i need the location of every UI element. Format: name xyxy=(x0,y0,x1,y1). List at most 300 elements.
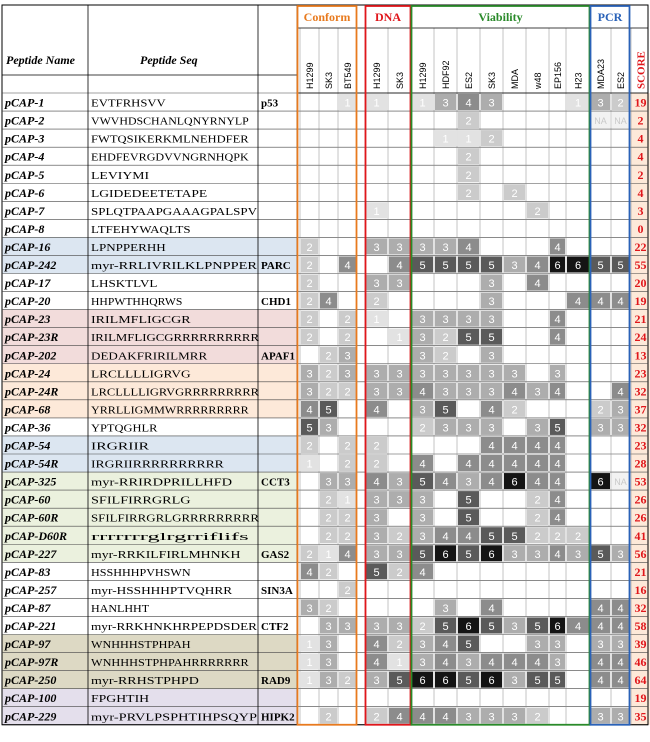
heatmap-cell-label: 2 xyxy=(419,422,426,435)
peptide-name: pCAP-1 xyxy=(5,95,45,110)
heatmap-cell-label: 3 xyxy=(442,241,449,254)
heatmap-cell-label: 3 xyxy=(419,512,426,525)
heatmap-cell-label: 5 xyxy=(442,621,449,633)
column-header-3: H1299 xyxy=(372,62,382,89)
heatmap-cell-label: 5 xyxy=(465,639,472,652)
heatmap-cell-label: 3 xyxy=(419,530,426,543)
peptide-name: pCAP-229 xyxy=(5,709,57,724)
heatmap-cell-label: 5 xyxy=(465,260,472,272)
heatmap-cell-label: 5 xyxy=(465,675,472,688)
heatmap-cell-label: 5 xyxy=(597,260,604,272)
heatmap-cell-label: 2 xyxy=(344,512,351,525)
peptide-target: RAD9 xyxy=(261,675,291,688)
heatmap-cell-label: 3 xyxy=(617,404,624,417)
heatmap-cell-label: 2 xyxy=(325,494,332,507)
heatmap-cell-label: 2 xyxy=(306,332,313,345)
column-header-10: w48 xyxy=(533,72,543,89)
heatmap-cell-label: 4 xyxy=(511,657,518,670)
heatmap-cell-label: 4 xyxy=(554,494,561,507)
column-header-12: H23 xyxy=(573,72,584,89)
heatmap-cell-label: 3 xyxy=(419,368,426,381)
heatmap-cell-label: 4 xyxy=(574,296,582,309)
heatmap-cell-label: 4 xyxy=(373,476,380,489)
peptide-name: pCAP-36 xyxy=(5,420,51,435)
peptide-name: pCAP-17 xyxy=(5,276,51,291)
heatmap-cell-label: 4 xyxy=(617,386,624,399)
heatmap-cell-label: 1 xyxy=(396,332,403,345)
heatmap-cell-label: 3 xyxy=(617,548,624,561)
heatmap-cell-label: 6 xyxy=(597,476,604,489)
heatmap-cell-label: 4 xyxy=(511,386,518,399)
heatmap-cell-label: 2 xyxy=(554,530,561,543)
group-label-conform: Conform xyxy=(303,10,351,24)
score-value: 21 xyxy=(634,312,647,327)
heatmap-cell-label: 2 xyxy=(442,350,449,363)
peptide-seq: LRCLLLLIGRVGRRRRRRRRR xyxy=(91,386,260,399)
score-value: 32 xyxy=(634,384,647,399)
heatmap-cell-label: 4 xyxy=(373,404,380,417)
heatmap-cell-label: 3 xyxy=(396,241,403,254)
peptide-target: CCT3 xyxy=(261,476,290,489)
column-header-5: H1299 xyxy=(418,62,428,89)
heatmap-cell-label: 4 xyxy=(597,621,604,633)
heatmap-cell-label: 3 xyxy=(396,278,403,291)
heatmap-cell-label: 3 xyxy=(554,368,561,381)
heatmap-cell-label: 3 xyxy=(597,97,604,110)
heatmap-cell-label: 2 xyxy=(325,512,332,525)
column-header-11: EP156 xyxy=(553,61,563,89)
heatmap-cell-label: 2 xyxy=(465,169,472,182)
heatmap-cell-label: 4 xyxy=(488,476,495,489)
heatmap-cell-label: 3 xyxy=(574,548,582,561)
heatmap-cell-label: 3 xyxy=(617,639,624,652)
peptide-seq: SFILFIRRGRLGRRRRRRRRR xyxy=(91,512,260,525)
peptide-seq: SFILFIRRGRLG xyxy=(91,494,191,507)
heatmap-cell-label: 4 xyxy=(306,404,313,417)
peptide-name: pCAP-20 xyxy=(5,294,51,309)
peptide-seq: FWTQSIKERKMLNEHDFER xyxy=(91,133,250,146)
heatmap-cell-label: 4 xyxy=(442,476,449,489)
peptide-name: pCAP-325 xyxy=(5,474,57,489)
score-value: 24 xyxy=(634,330,647,345)
heatmap-cell-label: 2 xyxy=(325,368,332,381)
heatmap-cell-label: 5 xyxy=(534,621,541,633)
heatmap-cell-label: 3 xyxy=(325,621,332,633)
peptide-seq: IRILMFLIGCGRRRRRRRRRR xyxy=(91,332,260,345)
heatmap-cell-label: 4 xyxy=(534,657,541,670)
heatmap-cell-label: 2 xyxy=(534,530,541,543)
heatmap-cell-label: 2 xyxy=(306,278,313,291)
heatmap-cell-label: 3 xyxy=(373,621,380,633)
score-value: 58 xyxy=(634,619,647,633)
heatmap-cell-label: 2 xyxy=(617,97,624,110)
column-header-2: BT549 xyxy=(343,62,353,89)
score-value: 13 xyxy=(634,348,647,363)
peptide-name: pCAP-221 xyxy=(5,619,57,633)
heatmap-cell-label: 2 xyxy=(325,602,332,615)
heatmap-cell-label: 3 xyxy=(373,368,380,381)
column-header-1: SK3 xyxy=(324,71,334,89)
heatmap-cell-label: 4 xyxy=(488,657,495,670)
heatmap-cell-label: 3 xyxy=(396,476,403,489)
heatmap-cell-label: 1 xyxy=(344,494,351,507)
heatmap-cell-label: 3 xyxy=(465,386,472,399)
peptide-seq: rrrrrrrglrgrriflifs xyxy=(91,530,249,543)
score-value: 56 xyxy=(634,546,647,561)
heatmap-cell-label: 5 xyxy=(554,422,561,435)
heatmap-cell-label: 4 xyxy=(597,675,604,688)
heatmap-cell-label: 5 xyxy=(419,548,426,561)
heatmap-cell-label: 3 xyxy=(534,548,541,561)
heatmap-cell-label: 1 xyxy=(442,133,449,146)
heatmap-cell-label: 3 xyxy=(597,711,604,724)
heatmap-cell-label: 4 xyxy=(465,97,472,110)
heatmap-cell-label: 2 xyxy=(534,205,541,218)
heatmap-cell-label: 4 xyxy=(554,458,561,471)
heatmap-cell-label: 1 xyxy=(373,314,380,327)
heatmap-cell-label: 4 xyxy=(465,530,472,543)
heatmap-cell-label: 6 xyxy=(419,675,426,688)
peptide-target: PARC xyxy=(261,260,291,272)
heatmap-cell-label: 1 xyxy=(396,657,403,670)
heatmap-cell-label: 6 xyxy=(554,260,561,272)
heatmap-cell-label: 3 xyxy=(373,530,380,543)
heatmap-cell-label: NA xyxy=(614,477,627,488)
heatmap-cell-label: 3 xyxy=(511,260,518,272)
heatmap-cell-label: 2 xyxy=(534,711,541,724)
score-value: 4 xyxy=(637,185,644,200)
peptide-seq: HANLHHT xyxy=(91,602,150,615)
score-value: 23 xyxy=(634,366,647,381)
heatmap-cell-label: 2 xyxy=(325,386,332,399)
heatmap-cell-label: 3 xyxy=(554,639,561,652)
heatmap-cell-label: 3 xyxy=(325,476,332,489)
heatmap-cell-label: 2 xyxy=(306,314,313,327)
column-header-7: ES2 xyxy=(464,71,474,89)
heatmap-cell-label: 3 xyxy=(511,368,518,381)
peptide-target: HIPK2 xyxy=(261,711,295,724)
heatmap-cell-label: 5 xyxy=(534,675,541,688)
heatmap-cell-label: 6 xyxy=(488,548,495,561)
heatmap-cell-label: 1 xyxy=(465,133,472,146)
heatmap-cell-label: 4 xyxy=(419,386,426,399)
peptide-seq: EHDFEVRGDVVNGRNHQPK xyxy=(91,151,249,164)
peptide-seq: IRGRIIRRRRRRRRRR xyxy=(91,458,225,471)
heatmap-cell-label: 4 xyxy=(554,440,561,453)
heatmap-cell-label: 3 xyxy=(617,422,624,435)
heatmap-cell-label: 3 xyxy=(325,422,332,435)
heatmap-cell-label: 3 xyxy=(554,657,561,670)
heatmap-cell-label: 4 xyxy=(617,602,624,615)
heatmap-cell-label: 6 xyxy=(554,621,561,633)
heatmap-cell-label: 3 xyxy=(419,314,426,327)
peptide-name: pCAP-4 xyxy=(5,149,45,164)
heatmap-cell-label: 4 xyxy=(511,458,518,471)
heatmap-cell-label: 4 xyxy=(511,440,518,453)
score-value: 26 xyxy=(634,492,647,507)
peptide-seq: DEDAKFRIRILMRR xyxy=(91,350,208,363)
heatmap-cell-label: 4 xyxy=(396,711,403,724)
heatmap-cell-label: 2 xyxy=(396,530,403,543)
heatmap-cell-label: 2 xyxy=(344,458,351,471)
heatmap-cell-label: 3 xyxy=(344,368,351,381)
heatmap-cell-label: 2 xyxy=(511,187,518,200)
heatmap-cell-label: 4 xyxy=(373,657,380,670)
peptide-name: pCAP-60R xyxy=(5,510,59,525)
score-value: 21 xyxy=(634,564,647,579)
peptide-name: pCAP-257 xyxy=(5,582,57,597)
heatmap-cell-label: 6 xyxy=(465,621,472,633)
heatmap-cell-label: 2 xyxy=(325,566,332,579)
heatmap-cell-label: 3 xyxy=(442,602,449,615)
score-value: 37 xyxy=(634,402,647,417)
score-value: 55 xyxy=(634,258,647,272)
peptide-name: pCAP-23 xyxy=(5,312,51,327)
heatmap-cell-label: 5 xyxy=(597,548,604,561)
peptide-name: pCAP-227 xyxy=(5,546,57,561)
heatmap-cell-label: 1 xyxy=(574,97,582,110)
peptide-name: pCAP-6 xyxy=(5,185,45,200)
heatmap-cell-label: 3 xyxy=(442,314,449,327)
peptide-target: CTF2 xyxy=(261,621,289,633)
score-value: 53 xyxy=(634,474,647,489)
heatmap-cell-label: 2 xyxy=(597,404,604,417)
heatmap-cell-label: 3 xyxy=(442,97,449,110)
heatmap-cell-label: 3 xyxy=(488,97,495,110)
score-value: 19 xyxy=(634,691,647,706)
peptide-seq: HSSHHHPVHSWN xyxy=(91,566,191,579)
heatmap-cell-label: 3 xyxy=(344,350,351,363)
score-value: 22 xyxy=(634,239,647,254)
peptide-target: GAS2 xyxy=(261,548,290,561)
heatmap-cell-label: 3 xyxy=(465,657,472,670)
heatmap-cell-label: 3 xyxy=(534,386,541,399)
heatmap-cell-label: 2 xyxy=(534,512,541,525)
score-value: 4 xyxy=(637,131,644,146)
heatmap-cell-label: 3 xyxy=(325,675,332,688)
heatmap-cell-label: 3 xyxy=(373,548,380,561)
heatmap-cell-label: 3 xyxy=(419,494,426,507)
heatmap-cell-label: 3 xyxy=(534,639,541,652)
heatmap-cell-label: 4 xyxy=(597,657,604,670)
peptide-seq: LHSKTLVL xyxy=(91,278,158,291)
heatmap-cell-label: 3 xyxy=(306,368,313,381)
heatmap-cell-label: 4 xyxy=(325,296,332,309)
heatmap-cell-label: 3 xyxy=(465,711,472,724)
heatmap-cell-label: 4 xyxy=(488,440,495,453)
heatmap-cell-label: 1 xyxy=(325,548,332,561)
score-value: 19 xyxy=(634,95,647,110)
heatmap-cell-label: 2 xyxy=(344,584,351,597)
score-value: 39 xyxy=(634,637,647,652)
heatmap-cell-label: 4 xyxy=(419,566,426,579)
heatmap-cell-label: 1 xyxy=(306,657,313,670)
heatmap-cell-label: 2 xyxy=(373,440,380,453)
heatmap-cell-label: 4 xyxy=(554,241,561,254)
heatmap-cell-label: 4 xyxy=(442,711,449,724)
score-value: 35 xyxy=(634,709,647,724)
heatmap-cell-label: 2 xyxy=(373,458,380,471)
peptide-name: pCAP-2 xyxy=(5,113,45,128)
heatmap-cell-label: 3 xyxy=(419,241,426,254)
heatmap-cell-label: 2 xyxy=(373,296,380,309)
heatmap-cell-label: 4 xyxy=(617,657,624,670)
heatmap-cell-label: 3 xyxy=(488,422,495,435)
column-header-13: MDA23 xyxy=(596,58,606,89)
heatmap-cell-label: 6 xyxy=(574,260,582,272)
heatmap-cell-label: 2 xyxy=(344,386,351,399)
heatmap-cell-label: 2 xyxy=(344,332,351,345)
heatmap-cell-label: 3 xyxy=(488,296,495,309)
heatmap-cell-label: 2 xyxy=(306,241,313,254)
peptide-seq: VWVHDSCHANLQNYRNYLP xyxy=(91,115,249,128)
score-value: 32 xyxy=(634,600,647,615)
heatmap-cell-label: 2 xyxy=(325,350,332,363)
score-value: 4 xyxy=(637,149,644,164)
heatmap-cell-label: 4 xyxy=(442,530,449,543)
heatmap-cell-label: 2 xyxy=(325,711,332,724)
peptide-name: pCAP-87 xyxy=(5,600,51,615)
score-value: 46 xyxy=(634,655,647,670)
peptide-seq: myr-PRVLPSPHTIHPSQYP xyxy=(91,711,257,724)
heatmap-cell-label: 3 xyxy=(396,548,403,561)
group-label-pcr: PCR xyxy=(597,10,623,24)
heatmap-cell-label: 2 xyxy=(306,296,313,309)
heatmap-cell-label: 3 xyxy=(511,711,518,724)
score-value: 28 xyxy=(634,456,647,471)
heatmap-cell-label: 4 xyxy=(574,621,582,633)
peptide-name: pCAP-250 xyxy=(5,673,57,688)
heatmap-cell-label: 5 xyxy=(442,404,449,417)
group-label-dna: DNA xyxy=(375,10,401,24)
heatmap-cell-label: 2 xyxy=(465,115,472,128)
heatmap-cell-label: 3 xyxy=(442,386,449,399)
heatmap-cell-label: 5 xyxy=(465,548,472,561)
heatmap-cell-label: 2 xyxy=(488,133,495,146)
peptide-name: pCAP-202 xyxy=(5,348,57,363)
heatmap-cell-label: 3 xyxy=(617,711,624,724)
heatmap-cell-label: 3 xyxy=(465,314,472,327)
heatmap-cell-label: 4 xyxy=(534,476,541,489)
heatmap-cell-label: 5 xyxy=(465,494,472,507)
heatmap-cell-label: 3 xyxy=(419,404,426,417)
heatmap-cell-label: 3 xyxy=(442,422,449,435)
peptide-seq: LEVIYMI xyxy=(91,169,150,182)
peptide-target: CHD1 xyxy=(261,296,291,309)
peptide-name: pCAP-8 xyxy=(5,221,45,236)
peptide-seq: WNHHHSTPHPAHRRRRRRR xyxy=(91,657,250,670)
heatmap-cell-label: 1 xyxy=(306,458,313,471)
heatmap-cell-label: 3 xyxy=(442,368,449,381)
peptide-name: pCAP-23R xyxy=(5,330,59,345)
heatmap-cell-label: 4 xyxy=(419,458,426,471)
heatmap-cell-label: 5 xyxy=(617,260,624,272)
heatmap-cell-label: 3 xyxy=(465,422,472,435)
heatmap-cell-label: 5 xyxy=(325,404,332,417)
peptide-name: pCAP-D60R xyxy=(5,528,68,543)
heatmap-cell-label: 5 xyxy=(373,566,380,579)
heatmap-cell-label: 4 xyxy=(554,386,561,399)
peptide-name: pCAP-24R xyxy=(5,384,59,399)
peptide-seq: LRCLLLLIGRVG xyxy=(91,368,191,381)
heatmap-cell-label: 3 xyxy=(511,675,518,688)
heatmap-cell-label: 5 xyxy=(488,260,495,272)
heatmap-cell-label: 6 xyxy=(442,548,449,561)
heatmap-cell-label: 3 xyxy=(373,675,380,688)
heatmap-cell-label: 3 xyxy=(373,278,380,291)
heatmap-cell-label: 1 xyxy=(344,97,351,110)
heatmap-cell-label: 3 xyxy=(488,711,495,724)
peptide-name-header: Peptide Name xyxy=(6,53,75,67)
heatmap-cell-label: 3 xyxy=(325,639,332,652)
heatmap-cell-label: 4 xyxy=(617,296,624,309)
heatmap-cell-label: 4 xyxy=(534,458,541,471)
row-background xyxy=(2,165,297,183)
peptide-name: pCAP-83 xyxy=(5,564,51,579)
heatmap-cell-label: 1 xyxy=(419,97,426,110)
heatmap-cell-label: 3 xyxy=(344,621,351,633)
heatmap-cell-label: 4 xyxy=(554,548,561,561)
peptide-name: pCAP-60 xyxy=(5,492,51,507)
heatmap-cell-label: 4 xyxy=(488,404,495,417)
heatmap-cell-label: 5 xyxy=(419,260,426,272)
heatmap-cell-label: 6 xyxy=(442,675,449,688)
column-header-14: ES2 xyxy=(616,71,626,89)
heatmap-cell-label: 4 xyxy=(597,296,604,309)
heatmap-cell-label: 5 xyxy=(554,675,561,688)
heatmap-cell-label: 2 xyxy=(534,494,541,507)
heatmap-cell-label: 4 xyxy=(554,512,561,525)
heatmap-cell-label: 4 xyxy=(617,621,624,633)
heatmap-cell-label: 4 xyxy=(344,548,351,561)
heatmap-cell-label: 2 xyxy=(344,675,351,688)
column-header-4: SK3 xyxy=(395,71,405,89)
heatmap-cell-label: 3 xyxy=(396,621,403,633)
peptide-name: pCAP-242 xyxy=(5,258,57,272)
heatmap-cell-label: 3 xyxy=(396,494,403,507)
heatmap-cell-label: 2 xyxy=(465,187,472,200)
heatmap-cell-label: 2 xyxy=(396,639,403,652)
peptide-seq: myr-RRLIVRILKLPNPPER xyxy=(91,260,258,272)
heatmap-cell-label: 3 xyxy=(488,368,495,381)
heatmap-cell-label: 4 xyxy=(488,602,495,615)
peptide-seq: EVTFRHSVV xyxy=(91,97,166,110)
peptide-seq: myr-RRIRDPRILLHFD xyxy=(91,476,233,489)
heatmap-cell-label: 4 xyxy=(344,260,351,272)
heatmap-cell-label: 2 xyxy=(442,332,449,345)
heatmap-cell-label: 5 xyxy=(442,260,449,272)
column-header-0: H1299 xyxy=(305,62,315,89)
heatmap-cell-label: 2 xyxy=(306,548,313,561)
peptide-target: APAF1 xyxy=(261,350,296,363)
heatmap-cell-label: 2 xyxy=(306,260,313,272)
heatmap-cell-label: 3 xyxy=(465,476,472,489)
heatmap-cell-label: 1 xyxy=(306,639,313,652)
score-value: 16 xyxy=(634,582,647,597)
heatmap-cell-label: 2 xyxy=(344,530,351,543)
heatmap-cell-label: 3 xyxy=(597,422,604,435)
heatmap-cell-label: 5 xyxy=(306,422,313,435)
heatmap-cell-label: 3 xyxy=(488,386,495,399)
heatmap-cell-label: 4 xyxy=(554,332,561,345)
heatmap-cell-label: 2 xyxy=(396,566,403,579)
heatmap-cell-label: 5 xyxy=(488,332,495,345)
heatmap-cell-label: 3 xyxy=(488,278,495,291)
heatmap-cell-label: 4 xyxy=(373,639,380,652)
heatmap-cell-label: 5 xyxy=(465,512,472,525)
heatmap-cell-label: 3 xyxy=(396,368,403,381)
score-value: 2 xyxy=(637,113,644,128)
